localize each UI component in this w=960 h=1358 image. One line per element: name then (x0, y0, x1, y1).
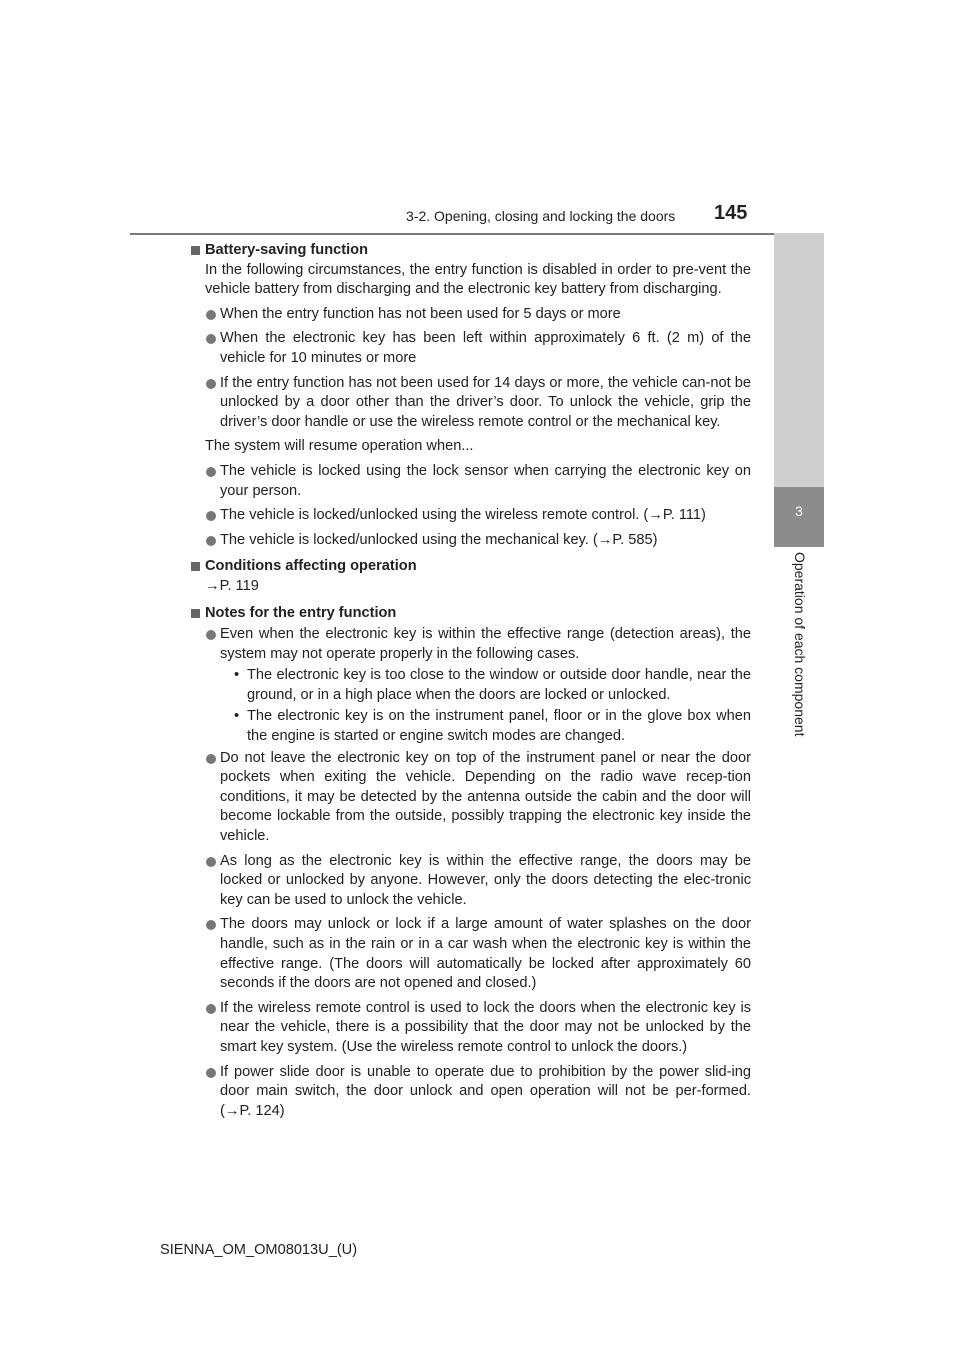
resume-text: The system will resume operation when... (205, 438, 474, 455)
sub-list-item-text: The electronic key is too close to the window or outside door handle, near the ground, or in a high place when the doors are locked or unlocked. (247, 667, 751, 703)
list-item (205, 625, 751, 747)
list-item-text: The vehicle is locked/unlocked using the wireless remote control. (→P. 111) (220, 507, 706, 524)
list-item-text: Even when the electronic key is within the effective range (detection areas), the system may not operate properly in the following cases. (220, 626, 751, 662)
dot-bullet-icon: • (234, 667, 240, 684)
list-item-text: Do not leave the electronic key on top of the instrument panel or near the door pockets when exiting the vehicle. Depending on the radio wave recep-tion conditions, it may be detected by the antenna outside the cabin and the door will become lockable from the outside, possibly trapping the electronic key inside the vehicle. (220, 749, 751, 845)
list-item (205, 749, 751, 847)
page-content (205, 241, 751, 1121)
chapter-number: 3 (795, 503, 803, 519)
section-heading-battery-saving (191, 241, 751, 261)
heading-text: Conditions affecting operation (205, 558, 417, 575)
list-item-text: If power slide door is unable to operate due to prohibition by the power slid-ing door main switch, the door unlock and open operation will not be per-formed. (→P. 124) (220, 1063, 751, 1119)
round-bullet-icon (206, 536, 216, 546)
list-item-text: The vehicle is locked/unlocked using the mechanical key. (→P. 585) (220, 531, 658, 548)
square-bullet-icon (191, 246, 200, 255)
chapter-tab (774, 233, 824, 487)
round-bullet-icon (206, 630, 216, 640)
chapter-title: Operation of each component (792, 552, 808, 737)
list-item-text: When the electronic key has been left within approximately 6 ft. (2 m) of the vehicle for 10 minutes or more (220, 330, 751, 366)
document-code: SIENNA_OM_OM08013U_(U) (160, 1242, 358, 1258)
battery-saving-intro: In the following circumstances, the entry function is disabled in order to pre-vent the vehicle battery from discharging and the electronic key battery from discharging. (205, 261, 751, 298)
round-bullet-icon (206, 310, 216, 320)
square-bullet-icon (191, 609, 200, 618)
round-bullet-icon (206, 920, 216, 930)
section-heading-conditions (191, 557, 751, 577)
sub-list-item-text: The electronic key is on the instrument panel, floor or in the glove box when the engine is started or engine switch modes are changed. (247, 708, 751, 745)
heading-text: Battery-saving function (205, 242, 368, 258)
list-item (205, 852, 751, 911)
list-item-text: When the entry function has not been used for 5 days or more (220, 305, 621, 322)
round-bullet-icon (206, 1004, 216, 1014)
dot-bullet-icon: • (234, 708, 240, 725)
page-reference: →P. 119 (205, 577, 259, 594)
page-number: 145 (714, 202, 748, 224)
round-bullet-icon (206, 467, 216, 477)
list-item (205, 374, 751, 433)
list-item-text: As long as the electronic key is within the effective range, the doors may be locked or unlocked by anyone. However, only the doors detecting the elec-tronic key can be used to unlock the vehicle. (220, 852, 751, 908)
square-bullet-icon (191, 562, 200, 571)
list-item-text: If the entry function has not been used for 14 days or more, the vehicle can-not be unlocked by a door other than the driver’s door. To unlock the vehicle, grip the driver’s door handle or use the wireless remote control or the mechanical key. (220, 374, 751, 430)
section-heading-notes (191, 604, 751, 624)
list-item-text: The vehicle is locked using the lock sensor when carrying the electronic key on your person. (220, 462, 751, 499)
sub-list-item (220, 666, 751, 705)
round-bullet-icon (206, 1068, 216, 1078)
round-bullet-icon (206, 334, 216, 344)
header-divider (130, 233, 824, 235)
round-bullet-icon (206, 379, 216, 389)
round-bullet-icon (206, 754, 216, 764)
round-bullet-icon (206, 857, 216, 867)
list-item-text: If the wireless remote control is used to lock the doors when the electronic key is near the vehicle, there is a possibility that the door may not be unlocked by the smart key system. (Use the wireless remote control to unlock the doors.) (220, 999, 751, 1055)
list-item (205, 462, 751, 501)
list-item (205, 305, 751, 325)
list-item-text: The doors may unlock or lock if a large amount of water splashes on the door handle, such as in the rain or in a car wash when the electronic key is within the effective range. (The doors will automatically be locked after approximately 60 seconds if the doors are not opened and closed.) (220, 916, 751, 992)
heading-text: Notes for the entry function (205, 604, 397, 621)
section-title: 3-2. Opening, closing and locking the doors (406, 208, 676, 224)
list-item (205, 1063, 751, 1122)
list-item (205, 506, 751, 526)
sub-list-item (220, 707, 751, 746)
round-bullet-icon (206, 511, 216, 521)
list-item (205, 915, 751, 993)
list-item (205, 531, 751, 551)
list-item (205, 329, 751, 368)
list-item (205, 999, 751, 1058)
